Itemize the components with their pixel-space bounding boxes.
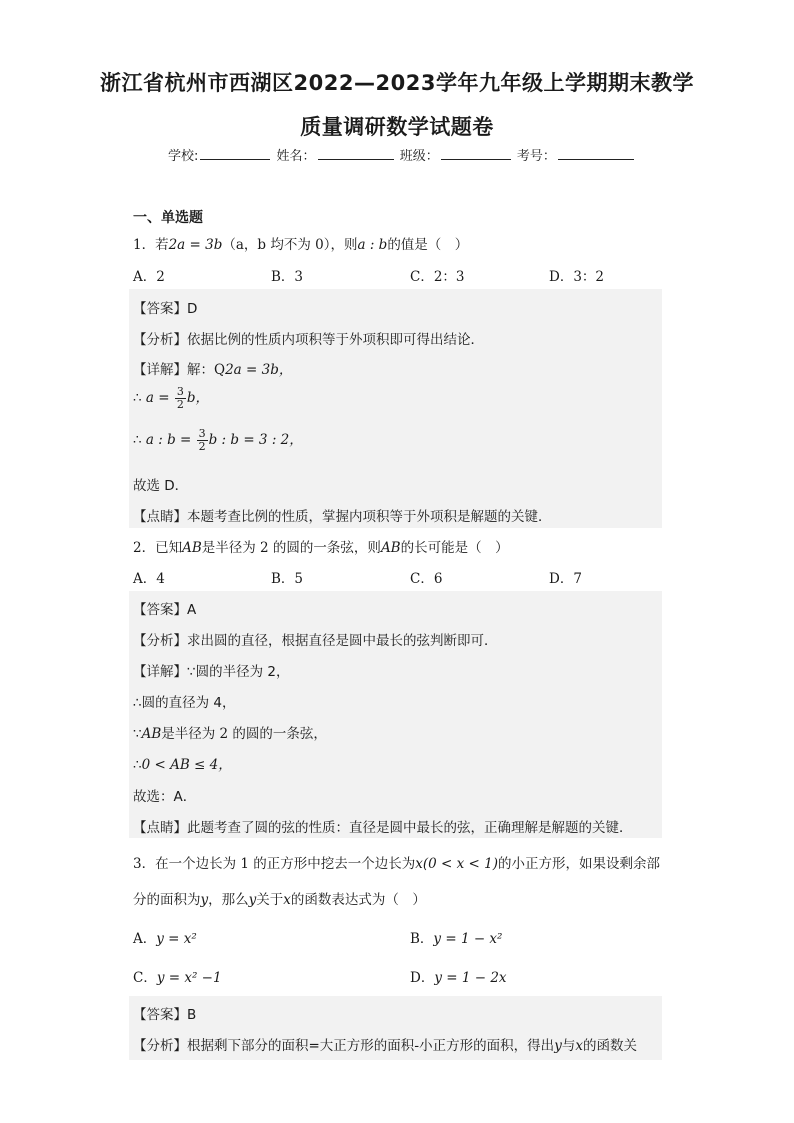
option-label: C． — [133, 970, 157, 986]
option-label: A． — [133, 931, 157, 947]
q1-step1-fraction — [175, 386, 186, 411]
q3-line2-about: 关于 — [256, 892, 284, 908]
q2-stem-end: 的长可能是（ ） — [400, 540, 509, 556]
q3-analysis-end: 的函数关 — [582, 1038, 637, 1054]
option-formula: y = x² — [156, 931, 197, 947]
q2-chord-ab: AB — [380, 540, 401, 556]
option-formula: y = x² −1 — [156, 970, 222, 986]
therefore-symbol: ∴ — [133, 432, 142, 448]
exam-title-line2: 质量调研数学试题卷 — [300, 115, 494, 139]
q3-stem-line1 — [133, 852, 660, 872]
q3-var-y: y — [248, 892, 257, 908]
q1-option-d[interactable]: D．3：2 — [549, 269, 605, 285]
class-blank — [441, 148, 511, 160]
school-label: 学校: — [168, 149, 199, 164]
q1-detail-eq: 2a = 3b， — [225, 362, 293, 378]
q1-step2-lhs: a : b = — [145, 432, 192, 448]
q1-equation: 2a = 3b — [168, 237, 223, 253]
q1-detail-label: 【详解】解： — [133, 362, 214, 378]
fraction-numerator: 3 — [198, 427, 206, 440]
q1-option-c[interactable]: C．2：3 — [410, 269, 465, 285]
option-label: D． — [410, 970, 435, 986]
q1-step1-rhs: b， — [186, 390, 209, 406]
q3-option-b[interactable] — [410, 927, 502, 947]
q1-step1-lhs: a = — [145, 390, 170, 406]
q3-var-y: y — [200, 892, 209, 908]
exam-title-line1: 浙江省杭州市西湖区2022—2023学年九年级上学期期末教学 — [100, 71, 694, 95]
q1-answer: 【答案】D — [133, 301, 198, 317]
q1-option-b[interactable]: B．3 — [271, 269, 304, 285]
q3-stem-end: 的小正方形，如果设剩余部 — [498, 856, 661, 872]
q1-step2-fraction — [197, 428, 208, 453]
q3-option-a[interactable] — [133, 927, 197, 947]
q1-comment: 【点睛】本题考查比例的性质，掌握内项积等于外项积是解题的关键． — [133, 509, 552, 525]
q3-var-y: y — [554, 1038, 562, 1054]
name-label: 姓名： — [276, 149, 316, 164]
q1-detail-symbol: Q — [214, 362, 226, 378]
q3-analysis — [133, 1034, 637, 1054]
q2-chord-ab: AB — [141, 726, 162, 742]
option-formula: y = 1 − 2x — [434, 970, 507, 986]
fraction-numerator: 3 — [176, 385, 184, 398]
q2-option-a[interactable]: A．4 — [133, 571, 165, 587]
q2-comment: 【点睛】此题考查了圆的弦的性质：直径是圆中最长的弦，正确理解是解题的关键． — [133, 820, 633, 836]
q1-stem — [133, 233, 468, 253]
q1-conclusion: 故选 D． — [133, 478, 189, 494]
q2-chord-ab: AB — [182, 540, 202, 556]
q3-answer: 【答案】B — [133, 1007, 197, 1023]
q2-step1: ∴圆的直径为 4， — [133, 695, 236, 711]
q2-option-b[interactable]: B．5 — [271, 571, 304, 587]
q1-analysis: 【分析】依据比例的性质内项积等于外项积即可得出结论． — [133, 332, 484, 348]
fraction-denominator: 2 — [176, 398, 184, 411]
q3-var-x: x — [575, 1038, 583, 1054]
q3-line2-start: 分的面积为 — [133, 892, 201, 908]
q1-step2 — [133, 428, 303, 453]
q3-analysis-start: 【分析】根据剩下部分的面积=大正方形的面积-小正方形的面积，得出 — [133, 1038, 555, 1054]
q3-stem-start: 3．在一个边长为 1 的正方形中挖去一个边长为 — [133, 856, 416, 872]
q3-stem-line2 — [133, 888, 426, 908]
q1-detail — [133, 358, 292, 378]
q3-analysis-and: 与 — [561, 1038, 576, 1054]
q2-step2 — [133, 722, 327, 742]
therefore-symbol: ∴ — [133, 757, 142, 773]
section-title: 一、单选题 — [133, 210, 203, 226]
q3-line2-comma: ，那么 — [208, 892, 249, 908]
option-formula: y = 1 − x² — [433, 931, 503, 947]
q1-option-a[interactable]: A．2 — [133, 269, 165, 285]
q2-option-c[interactable]: C．6 — [410, 571, 443, 587]
q2-step2-text: 是半径为 2 的圆的一条弦， — [161, 726, 327, 742]
therefore-symbol: ∴ — [133, 390, 142, 406]
q2-option-d[interactable]: D．7 — [549, 571, 582, 587]
q1-step2-rhs: b : b = 3 : 2， — [208, 432, 303, 448]
because-symbol: ∵ — [133, 726, 142, 742]
number-blank — [558, 148, 634, 160]
q3-var-x: x — [415, 856, 423, 872]
q1-stem-end: 的值是（ ） — [387, 237, 469, 253]
q3-line2-end: 的函数表达式为（ ） — [290, 892, 426, 908]
q1-ratio: a : b — [357, 237, 388, 253]
q2-inequality: 0 < AB ≤ 4， — [141, 757, 232, 773]
school-blank — [200, 148, 270, 160]
q3-range: (0 < x < 1) — [422, 856, 499, 872]
q2-detail: 【详解】∵圆的半径为 2， — [133, 664, 290, 680]
q2-analysis: 【分析】求出圆的直径，根据直径是圆中最长的弦判断即可． — [133, 633, 498, 649]
option-label: B． — [410, 931, 434, 947]
q3-var-x: x — [283, 892, 291, 908]
q2-stem — [133, 536, 509, 556]
number-label: 考号： — [516, 149, 556, 164]
q3-option-c[interactable] — [133, 966, 222, 986]
q2-conclusion: 故选：A． — [133, 789, 197, 805]
student-info-row — [168, 145, 636, 164]
q2-step3 — [133, 753, 232, 773]
q3-option-d[interactable] — [410, 966, 507, 986]
q2-stem-mid: 是半径为 2 的圆的一条弦，则 — [201, 540, 381, 556]
q2-stem-start: 2．已知 — [133, 540, 183, 556]
q1-step1 — [133, 386, 209, 411]
q1-stem-mid: （a，b 均不为 0），则 — [222, 237, 358, 253]
class-label: 班级： — [399, 149, 439, 164]
name-blank — [318, 148, 394, 160]
q2-answer: 【答案】A — [133, 602, 197, 618]
q1-stem-start: 1．若 — [133, 237, 169, 253]
fraction-denominator: 2 — [198, 440, 206, 453]
